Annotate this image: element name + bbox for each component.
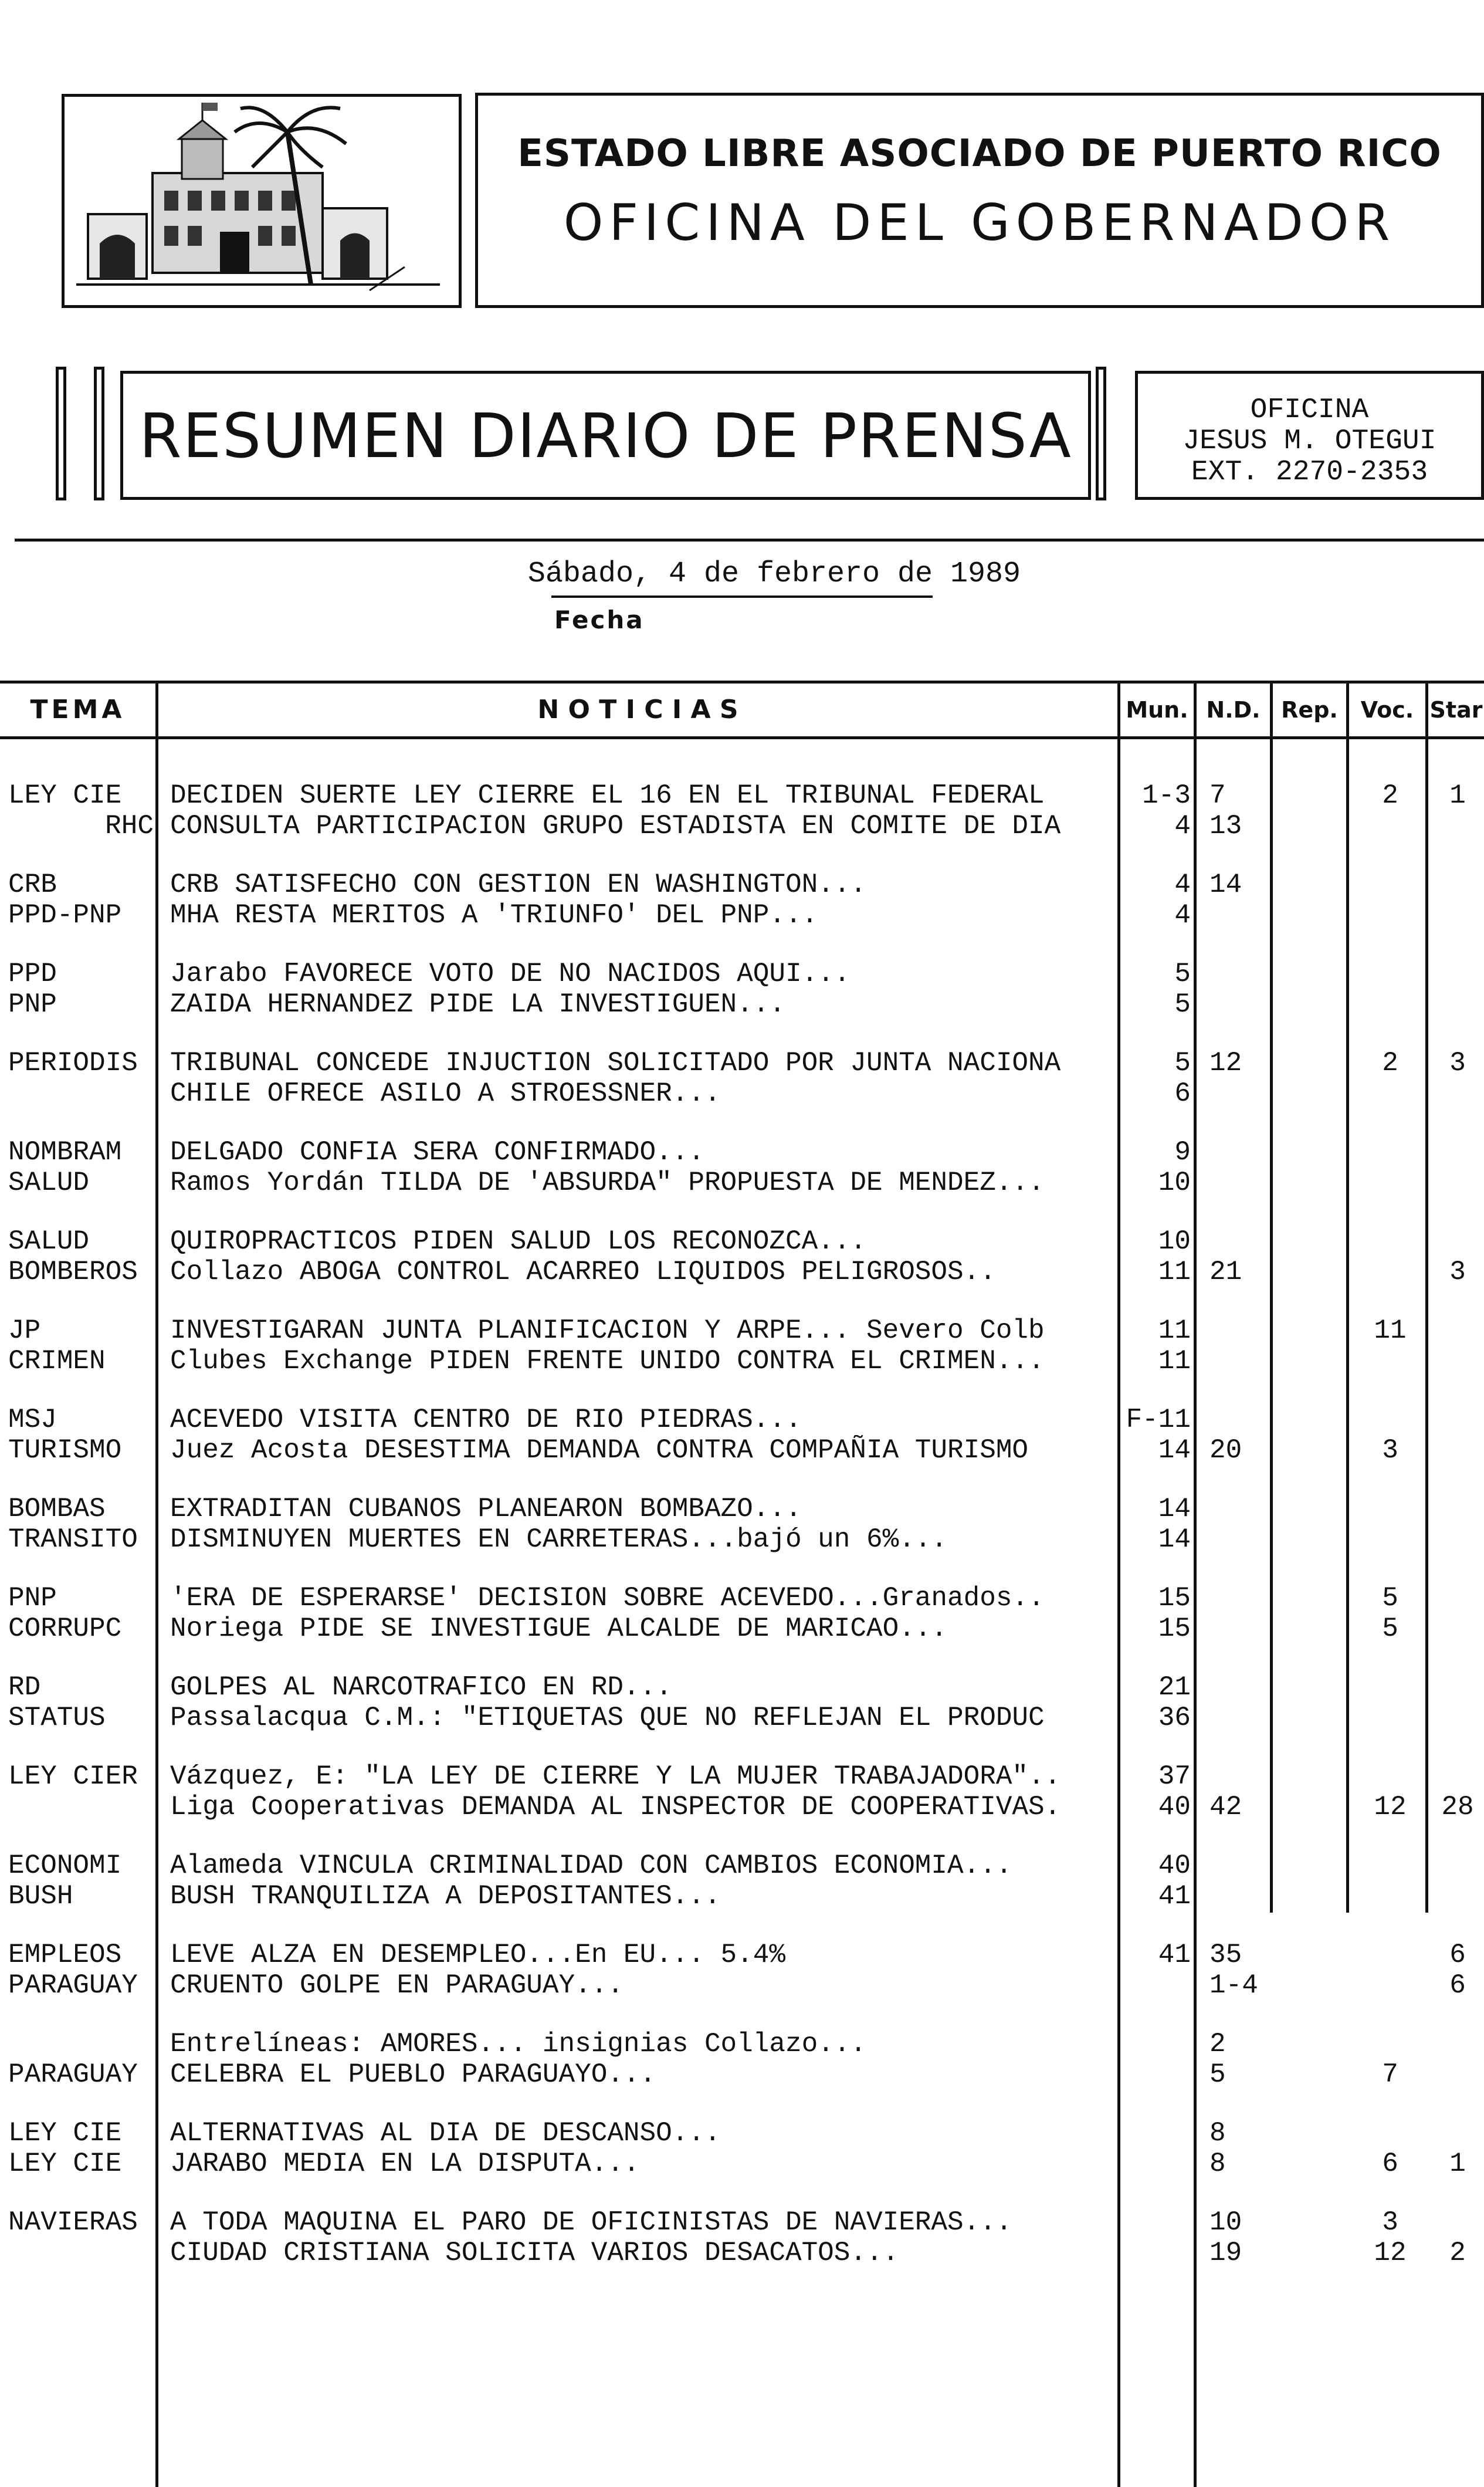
table-row (0, 1078, 1484, 1109)
row-mun: 14 (1158, 1524, 1191, 1555)
row-nd: 7 (1209, 780, 1226, 811)
row-tema: PARAGUAY (8, 1970, 138, 2001)
row-headline: JARABO MEDIA EN LA DISPUTA... (170, 2148, 640, 2179)
row-tema: LEY CIE (8, 2118, 122, 2148)
row-nd: 21 (1209, 1257, 1242, 1287)
row-nd: 42 (1209, 1792, 1242, 1822)
row-nd: 10 (1209, 2207, 1242, 2238)
table-header-line (0, 736, 1484, 739)
row-mun: 15 (1158, 1613, 1191, 1644)
row-tema: PARAGUAY (8, 2059, 138, 2090)
row-tema: RD (8, 1672, 41, 1703)
row-voc: 2 (1382, 1048, 1398, 1078)
col-header-nd: N.D. (1206, 697, 1261, 723)
col-header-noticias: N O T I C I A S (537, 695, 738, 725)
row-mun: 5 (1174, 1048, 1191, 1078)
row-tema: ECONOMI (8, 1850, 122, 1881)
col-header-rep: Rep. (1281, 697, 1338, 723)
row-headline: DISMINUYEN MUERTES EN CARRETERAS...bajó un 6%... (170, 1524, 948, 1555)
row-tema: BOMBEROS (8, 1257, 138, 1287)
table-row (0, 1792, 1484, 1822)
table-row (0, 1761, 1484, 1792)
row-mun: 21 (1158, 1672, 1191, 1703)
row-headline: Clubes Exchange PIDEN FRENTE UNIDO CONTRA EL CRIMEN... (170, 1346, 1045, 1376)
row-tema: RHC (105, 811, 154, 841)
row-headline: INVESTIGARAN JUNTA PLANIFICACION Y ARPE... Severo Colb (170, 1315, 1045, 1346)
row-nd: 8 (1209, 2118, 1226, 2148)
row-headline: CELEBRA EL PUEBLO PARAGUAYO... (170, 2059, 656, 2090)
row-headline: Jarabo FAVORECE VOTO DE NO NACIDOS AQUI... (170, 959, 851, 989)
row-headline: Vázquez, E: "LA LEY DE CIERRE Y LA MUJER TRABAJADORA".. (170, 1761, 1061, 1792)
col-header-tema: TEMA (30, 695, 126, 725)
row-tema: PPD (8, 959, 57, 989)
row-mun: 37 (1158, 1761, 1191, 1792)
table-row (0, 1168, 1484, 1198)
row-headline: CRB SATISFECHO CON GESTION EN WASHINGTON... (170, 869, 866, 900)
table-row (0, 1226, 1484, 1257)
row-nd: 35 (1209, 1940, 1242, 1970)
table-row (0, 1405, 1484, 1435)
table-row (0, 900, 1484, 930)
title-left-bar-2 (94, 367, 104, 500)
row-headline: Juez Acosta DESESTIMA DEMANDA CONTRA COMPAÑIA TURISMO (170, 1435, 1029, 1466)
fortaleza-logo (65, 97, 459, 305)
row-star: 2 (1449, 2238, 1466, 2268)
row-mun: 40 (1158, 1792, 1191, 1822)
table-row (0, 959, 1484, 989)
table-row (0, 1703, 1484, 1733)
row-tema: TRANSITO (8, 1524, 138, 1555)
row-mun: 14 (1158, 1435, 1191, 1466)
row-mun: 4 (1174, 811, 1191, 841)
row-headline: DECIDEN SUERTE LEY CIERRE EL 16 EN EL TRIBUNAL FEDERAL (170, 780, 1045, 811)
row-star: 1 (1449, 2148, 1466, 2179)
row-voc: 12 (1374, 1792, 1407, 1822)
office-line2: JESUS M. OTEGUI (1183, 425, 1436, 457)
row-tema: NAVIERAS (8, 2207, 138, 2238)
row-mun: 6 (1174, 1078, 1191, 1109)
row-headline: GOLPES AL NARCOTRAFICO EN RD... (170, 1672, 672, 1703)
row-mun: 41 (1158, 1881, 1191, 1911)
row-tema: PERIODIS (8, 1048, 138, 1078)
row-tema: EMPLEOS (8, 1940, 122, 1970)
row-nd: 20 (1209, 1435, 1242, 1466)
row-tema: LEY CIER (8, 1761, 138, 1792)
row-voc: 12 (1374, 2238, 1407, 2268)
row-mun: 4 (1174, 900, 1191, 930)
logo-frame (62, 94, 462, 308)
separator-line (15, 539, 1484, 542)
row-mun: 10 (1158, 1168, 1191, 1198)
row-tema: PNP (8, 989, 57, 1020)
row-tema: BOMBAS (8, 1494, 106, 1524)
row-star: 6 (1449, 1940, 1466, 1970)
table-row (0, 1970, 1484, 2001)
table-row (0, 869, 1484, 900)
row-mun: 9 (1174, 1137, 1191, 1168)
col-header-mun: Mun. (1126, 697, 1188, 723)
row-headline: CONSULTA PARTICIPACION GRUPO ESTADISTA EN COMITE DE DIA (170, 811, 1061, 841)
table-row (0, 1137, 1484, 1168)
row-headline: ALTERNATIVAS AL DIA DE DESCANSO... (170, 2118, 721, 2148)
table-row (0, 1435, 1484, 1466)
row-mun: 1-3 (1142, 780, 1191, 811)
row-tema: CORRUPC (8, 1613, 122, 1644)
row-tema: PPD-PNP (8, 900, 122, 930)
row-headline: Noriega PIDE SE INVESTIGUE ALCALDE DE MARICAO... (170, 1613, 948, 1644)
row-mun: 5 (1174, 989, 1191, 1020)
table-row (0, 2059, 1484, 2090)
table-row (0, 1881, 1484, 1911)
row-voc: 3 (1382, 1435, 1398, 1466)
row-nd: 2 (1209, 2029, 1226, 2059)
row-headline: A TODA MAQUINA EL PARO DE OFICINISTAS DE NAVIERAS... (170, 2207, 1012, 2238)
row-mun: 41 (1158, 1940, 1191, 1970)
table-row (0, 1583, 1484, 1613)
table-row (0, 2148, 1484, 2179)
table-row (0, 989, 1484, 1020)
table-row (0, 1346, 1484, 1376)
row-tema: CRB (8, 869, 57, 900)
row-star: 3 (1449, 1048, 1466, 1078)
row-tema: PNP (8, 1583, 57, 1613)
col-header-star: Star (1429, 697, 1483, 723)
row-voc: 3 (1382, 2207, 1398, 2238)
row-voc: 5 (1382, 1613, 1398, 1644)
row-headline: LEVE ALZA EN DESEMPLEO...En EU... 5.4% (170, 1940, 785, 1970)
title-left-bar-1 (56, 367, 66, 500)
row-mun: 10 (1158, 1226, 1191, 1257)
row-voc: 5 (1382, 1583, 1398, 1613)
table-row (0, 2238, 1484, 2268)
table-row (0, 2207, 1484, 2238)
row-mun: F-11 (1126, 1405, 1191, 1435)
table-row (0, 1257, 1484, 1287)
row-headline: ACEVEDO VISITA CENTRO DE RIO PIEDRAS... (170, 1405, 802, 1435)
row-star: 6 (1449, 1970, 1466, 2001)
row-mun: 11 (1158, 1315, 1191, 1346)
table-row (0, 1850, 1484, 1881)
row-tema: NOMBRAM (8, 1137, 122, 1168)
row-nd: 13 (1209, 811, 1242, 841)
office-line3: EXT. 2270-2353 (1191, 456, 1428, 488)
row-headline: QUIROPRACTICOS PIDEN SALUD LOS RECONOZCA... (170, 1226, 866, 1257)
row-star: 28 (1441, 1792, 1474, 1822)
table-row (0, 2118, 1484, 2148)
table-row (0, 1315, 1484, 1346)
table-row (0, 780, 1484, 811)
row-nd: 12 (1209, 1048, 1242, 1078)
row-tema: CRIMEN (8, 1346, 106, 1376)
row-voc: 2 (1382, 780, 1398, 811)
table-row (0, 1048, 1484, 1078)
row-tema: STATUS (8, 1703, 106, 1733)
table-row (0, 1524, 1484, 1555)
row-mun: 5 (1174, 959, 1191, 989)
row-headline: Passalacqua C.M.: "ETIQUETAS QUE NO REFLEJAN EL PRODUC (170, 1703, 1045, 1733)
title-right-bar (1096, 367, 1106, 500)
row-nd: 8 (1209, 2148, 1226, 2179)
header-line2: OFICINA DEL GOBERNADOR (563, 194, 1396, 252)
row-headline: Collazo ABOGA CONTROL ACARREO LIQUIDOS PELIGROSOS.. (170, 1257, 996, 1287)
row-headline: ZAIDA HERNANDEZ PIDE LA INVESTIGUEN... (170, 989, 785, 1020)
header-line1: ESTADO LIBRE ASOCIADO DE PUERTO RICO (517, 132, 1442, 175)
table-row (0, 1940, 1484, 1970)
row-tema: BUSH (8, 1881, 73, 1911)
row-tema: TURISMO (8, 1435, 122, 1466)
table-row (0, 811, 1484, 841)
row-nd: 5 (1209, 2059, 1226, 2090)
row-headline: Ramos Yordán TILDA DE 'ABSURDA" PROPUESTA DE MENDEZ... (170, 1168, 1045, 1198)
row-nd: 1-4 (1209, 1970, 1258, 2001)
row-nd: 19 (1209, 2238, 1242, 2268)
row-tema: MSJ (8, 1405, 57, 1435)
row-voc: 11 (1374, 1315, 1407, 1346)
row-mun: 11 (1158, 1346, 1191, 1376)
table-row (0, 1494, 1484, 1524)
date-label: Fecha (554, 605, 645, 634)
row-mun: 40 (1158, 1850, 1191, 1881)
row-tema: LEY CIE (8, 780, 122, 811)
row-mun: 4 (1174, 869, 1191, 900)
row-headline: DELGADO CONFIA SERA CONFIRMADO... (170, 1137, 704, 1168)
row-headline: TRIBUNAL CONCEDE INJUCTION SOLICITADO POR JUNTA NACIONA (170, 1048, 1061, 1078)
row-headline: 'ERA DE ESPERARSE' DECISION SOBRE ACEVEDO...Granados.. (170, 1583, 1045, 1613)
row-voc: 7 (1382, 2059, 1398, 2090)
row-headline: CIUDAD CRISTIANA SOLICITA VARIOS DESACATOS... (170, 2238, 899, 2268)
row-headline: EXTRADITAN CUBANOS PLANEARON BOMBAZO... (170, 1494, 802, 1524)
row-voc: 6 (1382, 2148, 1398, 2179)
row-headline: CHILE OFRECE ASILO A STROESSNER... (170, 1078, 721, 1109)
row-mun: 11 (1158, 1257, 1191, 1287)
row-headline: MHA RESTA MERITOS A 'TRIUNFO' DEL PNP... (170, 900, 818, 930)
row-headline: Entrelíneas: AMORES... insignias Collazo... (170, 2029, 866, 2059)
row-mun: 14 (1158, 1494, 1191, 1524)
office-line1: OFICINA (1250, 394, 1369, 426)
table-row (0, 1613, 1484, 1644)
row-tema: LEY CIE (8, 2148, 122, 2179)
col-header-voc: Voc. (1360, 697, 1414, 723)
row-headline: CRUENTO GOLPE EN PARAGUAY... (170, 1970, 624, 2001)
row-tema: JP (8, 1315, 41, 1346)
page-title: RESUMEN DIARIO DE PRENSA (139, 400, 1072, 472)
row-star: 3 (1449, 1257, 1466, 1287)
row-mun: 36 (1158, 1703, 1191, 1733)
row-headline: BUSH TRANQUILIZA A DEPOSITANTES... (170, 1881, 721, 1911)
row-tema: SALUD (8, 1168, 90, 1198)
row-headline: Alameda VINCULA CRIMINALIDAD CON CAMBIOS ECONOMIA... (170, 1850, 1012, 1881)
row-tema: SALUD (8, 1226, 90, 1257)
row-mun: 15 (1158, 1583, 1191, 1613)
row-star: 1 (1449, 780, 1466, 811)
date-underline (551, 595, 933, 598)
row-headline: Liga Cooperativas DEMANDA AL INSPECTOR DE COOPERATIVAS. (170, 1792, 1061, 1822)
row-nd: 14 (1209, 869, 1242, 900)
table-row (0, 2029, 1484, 2059)
date-text: Sábado, 4 de febrero de 1989 (527, 557, 1021, 591)
table-row (0, 1672, 1484, 1703)
